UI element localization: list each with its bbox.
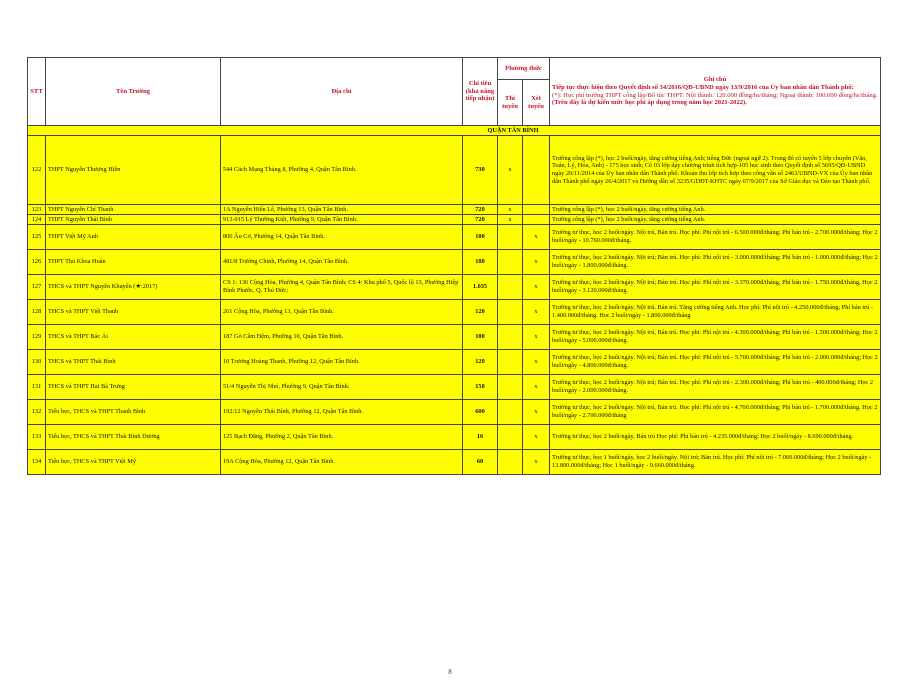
header-quota: Chi tiêu (khả năng tiếp nhận) — [463, 58, 498, 126]
row-note: Trường tư thục, học 2 buổi/ngày. Nội trú; Bán trú. Học phí: Phí nội trú - 3.370.000đ/tháng, Phí bán trú - 1.750.000đ/tháng, Học 2 buổi/ngày - 3.120.000đ/tháng. — [550, 275, 881, 300]
table-row — [28, 225, 881, 250]
row-school-name: THCS và THPT Thái Bình — [46, 350, 221, 375]
row-method-review: x — [523, 400, 550, 425]
row-address: 544 Cách Mạng Tháng 8, Phường 4, Quận Tân Bình. — [221, 136, 463, 205]
row-method-review: x — [523, 375, 550, 400]
row-address: CS 1: 136 Cộng Hòa, Phường 4, Quận Tân Bình; CS 4: Khu phố 5, Quốc lộ 13, Phường Hiệp Bình Phước, Q. Thủ Đức; — [221, 275, 463, 300]
row-quota: 730 — [463, 136, 498, 205]
page-number: 8 — [448, 668, 452, 676]
header-note-title: Ghi chú — [703, 76, 727, 84]
row-school-name: Tiểu học, THCS và THPT Việt Mỹ — [46, 450, 221, 475]
row-quota: 100 — [463, 325, 498, 350]
row-note: Trường tư thục, học 2 buổi/ngày. Nội trú; Bán trú. Học phí: Phí nội trú - 2.300.000đ/tháng; Phí bán trú - 400.000đ/tháng; Học 2 buổi/ngày - 2.000.000đ/tháng. — [550, 375, 881, 400]
row-school-name: Tiểu học, THCS và THPT Thái Bình Dương — [46, 425, 221, 450]
table-row — [28, 136, 881, 205]
row-stt: 127 — [28, 275, 46, 300]
row-address: 261 Cộng Hòa, Phường 13, Quận Tân Bình. — [221, 300, 463, 325]
row-note: Trường công lập (*), học 2 buổi/ngày, tăng cường tiếng Anh. — [550, 205, 881, 215]
row-method-review: x — [523, 325, 550, 350]
row-quota: 600 — [463, 400, 498, 425]
row-address: 481/8 Trường Chinh, Phường 14, Quận Tân Bình. — [221, 250, 463, 275]
row-method-exam — [498, 325, 523, 350]
row-note: Trường tư thục, học 2 buổi/ngày. Nội trú, Bán trú. Học phí: Phí nội trú - 4.700.000đ/tháng; Phí bán trú - 1.700.000đ/tháng. Học 2 buổi/ngày - 2.700.000đ/tháng — [550, 400, 881, 425]
row-method-review — [523, 215, 550, 225]
school-table — [27, 57, 881, 475]
row-address: 51/4 Nguyễn Thị Nhỏ, Phường 9, Quận Tân Bình. — [221, 375, 463, 400]
table-row — [28, 250, 881, 275]
row-address: 125 Bạch Đằng, Phường 2, Quận Tân Bình. — [221, 425, 463, 450]
row-stt: 132 — [28, 400, 46, 425]
row-stt: 122 — [28, 136, 46, 205]
table-row — [28, 205, 881, 215]
row-method-review: x — [523, 300, 550, 325]
district-name: QUẬN TÂN BÌNH — [28, 126, 881, 136]
row-stt: 133 — [28, 425, 46, 450]
row-address: 192/12 Nguyễn Thái Bình, Phường 12, Quận Tân Bình. — [221, 400, 463, 425]
row-method-review: x — [523, 250, 550, 275]
row-school-name: THPT Nguyễn Thượng Hiền — [46, 136, 221, 205]
row-method-review — [523, 205, 550, 215]
row-method-review: x — [523, 275, 550, 300]
row-stt: 130 — [28, 350, 46, 375]
table-row — [28, 350, 881, 375]
row-note: Trường tư thục, học 1 buổi/ngày, học 2 buổi/ngày. Nội trú; Bán trú. Học phí: Phí nội trú - 7.060.000đ/tháng; Học 2 buổi/ngày - 13.800.000đ/tháng; Học 1 buổi/ngày - 9.660.000đ/tháng. — [550, 450, 881, 475]
row-method-exam — [498, 425, 523, 450]
row-quota: 1.035 — [463, 275, 498, 300]
row-method-exam — [498, 300, 523, 325]
row-quota: 60 — [463, 450, 498, 475]
row-school-name: THCS và THPT Bác Ái — [46, 325, 221, 350]
header-method-exam: Thi tuyển — [498, 80, 523, 126]
row-method-exam — [498, 400, 523, 425]
row-stt: 123 — [28, 205, 46, 215]
table-row — [28, 215, 881, 225]
row-note: Trường tư thục, học 2 buổi/ngày. Nội trú; Bán trú. Học phí: Phí nội trú - 5.700.000đ/tháng; Phí bán trú - 2.000.000đ/tháng; Học 2 buổi/ngày - 4.800.000đ/tháng. — [550, 350, 881, 375]
row-quota: 180 — [463, 250, 498, 275]
row-address: 1A Nguyễn Hiến Lê, Phường 13, Quận Tân Bình. — [221, 205, 463, 215]
row-method-review: x — [523, 350, 550, 375]
row-address: 913-915 Lý Thường Kiệt, Phường 9, Quận Tân Bình. — [221, 215, 463, 225]
row-school-name: THCS và THPT Việt Thanh — [46, 300, 221, 325]
row-address: 806 Âu Cơ, Phường 14, Quận Tân Bình. — [221, 225, 463, 250]
row-quota: 120 — [463, 300, 498, 325]
row-method-exam — [498, 375, 523, 400]
row-quota: 150 — [463, 375, 498, 400]
row-method-exam — [498, 225, 523, 250]
row-note: Trường tư thục, học 2 buổi/ngày. Nội trú; Bán trú. Học phí: Phí nội trú - 3.000.000đ/tháng; Phí bán trú - 1.000.000đ/tháng; Học 2 buổi/ngày - 1.800.000đ/tháng. — [550, 250, 881, 275]
document-sheet — [27, 57, 880, 475]
district-row — [28, 126, 881, 136]
table-row — [28, 450, 881, 475]
table-row — [28, 425, 881, 450]
row-method-review: x — [523, 425, 550, 450]
row-stt: 128 — [28, 300, 46, 325]
row-address: 19A Cộng Hòa, Phường 12, Quận Tân Bình. — [221, 450, 463, 475]
row-school-name: THPT Việt Mỹ Anh — [46, 225, 221, 250]
row-method-exam: x — [498, 136, 523, 205]
row-school-name: THCS và THPT Nguyễn Khuyến (★:2017) — [46, 275, 221, 300]
row-method-exam — [498, 450, 523, 475]
row-stt: 126 — [28, 250, 46, 275]
row-school-name: THPT Thủ Khoa Huân — [46, 250, 221, 275]
header-method-group: Phương thức — [498, 58, 550, 80]
table-row — [28, 300, 881, 325]
row-note: Trường tư thục, học 2 buổi/ngày. Nội trú. Bán trú. Tăng cường tiếng Anh. Học phí: Phí nội trú - 4.250.000đ/tháng; Phí bán trú - 1.400.000đ/tháng. Học 2 buổi/ngày - 1.800.000đ/tháng — [550, 300, 881, 325]
row-method-exam: x — [498, 215, 523, 225]
row-stt: 124 — [28, 215, 46, 225]
row-quota: 720 — [463, 215, 498, 225]
row-stt: 125 — [28, 225, 46, 250]
row-address: 10 Trương Hoàng Thanh, Phường 12, Quận Tân Bình. — [221, 350, 463, 375]
row-note: Trường tư thục, học 2 buổi/ngày. Nội trú, Bán trú. Học phí: Phí nội trú - 4.300.000đ/tháng; Phí bán trú - 1.500.000đ/tháng; Học 2 buổi/ngày - 5.000.000đ/tháng. — [550, 325, 881, 350]
table-row — [28, 400, 881, 425]
header-note-line3: (Trên đây là dự kiến mức học phí áp dụng trong năm học 2021-2022). — [552, 99, 747, 107]
row-school-name: THCS và THPT Hai Bà Trưng — [46, 375, 221, 400]
row-method-exam — [498, 250, 523, 275]
row-stt: 131 — [28, 375, 46, 400]
row-address: 187 Gò Cẩm Đệm, Phường 10, Quận Tân Bình. — [221, 325, 463, 350]
row-note: Trường công lập (*), học 2 buổi/ngày, tăng cường tiếng Anh; tiếng Đức (ngoại ngữ 2). Trong đó có tuyển 5 lớp chuyên (Văn, Toán, Lý, Hóa, Anh) - 175 học sinh; Có 03 lớp dạy chương trình tích hợp-105 học sinh theo Quyết định số 5695/QĐ-UBND ngày 20/11/2014 của Ủy ban nhân dân Thành phố. Khoản thu lớp tích hợp theo công văn số 2463/UBND-VX của Ủy ban nhân dân Thành phố ngày 26/4/2017 và Hướng dẫn số 3235/GDĐT-KHTC ngày 07/9/2017 của Sở Giáo dục và Đào tạo Thành phố. — [550, 136, 881, 205]
header-school-name: Tên Trường — [46, 58, 221, 126]
row-quota: 120 — [463, 350, 498, 375]
row-quota: 720 — [463, 205, 498, 215]
row-school-name: THPT Nguyễn Thái Bình — [46, 215, 221, 225]
row-stt: 134 — [28, 450, 46, 475]
table-row — [28, 325, 881, 350]
row-method-exam: x — [498, 205, 523, 215]
row-method-review — [523, 136, 550, 205]
header-stt: STT — [28, 58, 46, 126]
table-row — [28, 375, 881, 400]
row-stt: 129 — [28, 325, 46, 350]
row-quota: 16 — [463, 425, 498, 450]
row-school-name: THPT Nguyễn Chí Thanh — [46, 205, 221, 215]
row-method-exam — [498, 350, 523, 375]
row-note: Trường tư thục, học 2 buổi/ngày. Nội trú, Bán trú. Học phí: Phí nội trú - 6.500.000đ/tháng; Phí bán trú - 2.700.000đ/tháng; Học 2 buổi/ngày - 10.760.000đ/tháng. — [550, 225, 881, 250]
header-note — [550, 58, 881, 126]
header-note-line1: Tiếp tục thực hiện theo Quyết định số 34/2016/QĐ-UBND ngày 13/9/2016 của Ủy ban nhân dân Thành phố: — [552, 83, 854, 91]
row-quota: 100 — [463, 225, 498, 250]
table-row — [28, 275, 881, 300]
header-note-line2: (*): Học phí trường THPT công lập/Bổ túc THPT: Nội thành: 120.000 đồng/hs/tháng; Ngoại thành: 100.000 đồng/hs/tháng. — [552, 91, 878, 99]
row-method-review: x — [523, 225, 550, 250]
header-address: Địa chỉ — [221, 58, 463, 126]
row-method-exam — [498, 275, 523, 300]
row-method-review: x — [523, 450, 550, 475]
row-school-name: Tiểu học, THCS và THPT Thanh Bình — [46, 400, 221, 425]
row-note: Trường tư thục, học 2 buổi/ngày. Bán trú Học phí: Phí bán trú - 4.235.000đ/tháng; Học 2 buổi/ngày - 8.690.000đ/tháng. — [550, 425, 881, 450]
header-method-review: Xét tuyển — [523, 80, 550, 126]
row-note: Trường công lập (*), học 2 buổi/ngày, tăng cường tiếng Anh. — [550, 215, 881, 225]
